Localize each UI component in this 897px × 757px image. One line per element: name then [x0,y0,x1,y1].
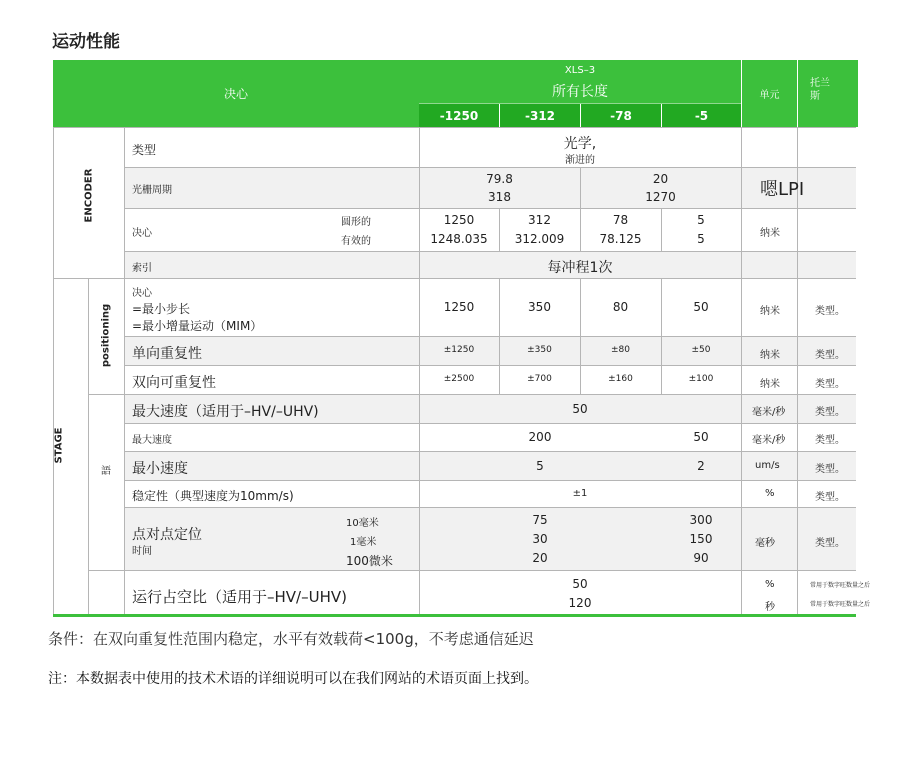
stability-label: 稳定性（典型速度为10mm/s) [132,489,294,503]
uni-rep-v3: ±50 [691,345,711,355]
res-top-1: 312 [528,213,551,227]
min-step-label2: =最小步长 [132,302,191,316]
grating-v2b: 1270 [645,190,676,204]
p2p-label2: 时间 [132,546,152,557]
p2p-v1-1: 30 [532,532,548,546]
uni-rep-tol: 类型。 [815,350,845,361]
min-step-v2: 80 [612,300,629,314]
bi-rep-v2: ±160 [608,374,633,384]
max-speed-hv-label: 最大速度（适用于–HV/–UHV) [132,404,319,420]
header-tolerance [798,60,858,127]
p2p-v2-2: 90 [693,551,709,565]
uni-rep-v0: ±1250 [443,345,475,355]
uni-rep-unit: 纳米 [760,350,780,361]
row-type-value2: 渐进的 [565,155,595,166]
p2p-tol: 类型。 [815,538,845,549]
res-top-0: 1250 [443,213,475,227]
res-bottom-3: 5 [697,232,705,246]
grating-v2a: 20 [652,172,669,186]
grating-v1a: 79.8 [486,172,513,186]
p2p-v1-2: 20 [532,551,548,565]
p2p-d1: 10毫米 [346,518,379,529]
bi-rep-v0: ±2500 [443,374,475,384]
row-index-label: 索引 [132,263,152,274]
res-bottom-1: 312.009 [514,232,565,246]
duty-unit2: 秒 [765,602,775,613]
min-step-label3: =最小增量运动（MIM） [132,319,263,333]
col-header-312: -312 [500,104,580,127]
max-speed-tol: 类型。 [815,435,845,446]
res-top-2: 78 [612,213,629,227]
p2p-d3: 100微米 [346,554,393,568]
group-stage: STAGE [53,427,65,464]
min-step-unit: 纳米 [760,306,780,317]
p2p-label: 点对点定位 [132,527,202,543]
stability-tol: 类型。 [815,492,845,503]
row-type-value1: 光学, [563,136,597,152]
min-speed-label: 最小速度 [132,461,188,477]
resolution-sub2: 有效的 [341,236,371,247]
min-speed-tol: 类型。 [815,464,845,475]
resolution-sub1: 圆形的 [341,217,371,228]
header-unit: 单元 [742,60,797,127]
all-lengths-label: 所有长度 [552,84,608,100]
resolution-unit: 纳米 [760,228,780,239]
res-top-3: 5 [697,213,705,227]
min-speed-value: 5 [536,459,544,473]
min-step-v0: 1250 [443,300,475,314]
duty-v1: 50 [572,577,588,591]
header-resolution-label: 决心 [223,87,248,101]
model-label: XLS–3 [564,65,596,76]
min-speed-value2: 2 [697,459,705,473]
p2p-d2: 1毫米 [350,537,377,548]
min-step-label1: 决心 [132,288,152,299]
grating-v1b: 318 [488,190,511,204]
duty-v2: 120 [568,596,592,610]
col-header-5: -5 [662,104,741,127]
bi-rep-unit: 纳米 [760,379,780,390]
stability-value: ±1 [572,488,588,499]
min-step-tol: 类型。 [815,306,845,317]
duty-label: 运行占空比（适用于–HV/–UHV) [132,588,347,606]
min-speed-unit: um/s [755,460,780,471]
stability-unit: % [765,488,775,499]
max-speed-hv-unit: 毫米/秒 [752,407,786,418]
uni-rep-label: 单向重复性 [132,346,202,362]
group-encoder: ENCODER [83,168,95,223]
page-title: 运动性能 [52,32,120,52]
min-step-v1: 350 [528,300,551,314]
bi-rep-label: 双向可重复性 [132,375,216,391]
duty-tol2: 常用于数字旺数量之后 [810,601,871,608]
group-speed: 語 [101,466,111,477]
max-speed-value: 200 [528,430,552,444]
max-speed-label: 最大速度 [132,435,172,446]
p2p-v1-0: 75 [532,513,548,527]
bi-rep-v3: ±100 [688,374,714,384]
max-speed-hv-value: 50 [572,402,588,416]
duty-unit1: % [765,579,775,590]
col-header-1250: -1250 [419,104,499,127]
row-resolution-label: 决心 [132,228,152,239]
index-value: 每冲程1次 [547,260,613,276]
res-bottom-2: 78.125 [599,232,642,246]
p2p-v2-0: 300 [689,513,713,527]
uni-rep-v2: ±80 [611,345,630,355]
row-type-label: 类型 [132,143,157,157]
bi-rep-v1: ±700 [527,374,552,384]
max-speed-unit: 毫米/秒 [752,435,786,446]
duty-tol1: 常用于数字旺数量之后 [810,582,871,589]
group-positioning: positioning [100,303,112,368]
uni-rep-v1: ±350 [527,345,552,355]
col-header-78: -78 [581,104,661,127]
p2p-unit: 毫秒 [755,538,775,549]
max-speed-value2: 50 [693,430,709,444]
header-resolution [53,60,419,127]
min-step-v3: 50 [693,300,709,314]
max-speed-hv-tol: 类型。 [815,407,845,418]
p2p-v2-1: 150 [689,532,713,546]
row-grating-label: 光栅周期 [132,185,172,196]
tolerance-label: 托兰 斯 [810,78,830,102]
res-bottom-0: 1248.035 [430,232,488,246]
header-model-block [419,60,741,104]
grating-unit: 嗯LPI [760,179,805,200]
bi-rep-tol: 类型。 [815,379,845,390]
footer-note: 注：本数据表中使用的技术术语的详细说明可以在我们网站的术语页面上找到。 [48,671,538,687]
footer-conditions: 条件：在双向重复性范围内稳定，水平有效载荷<100g，不考虑通信延迟 [48,630,534,648]
